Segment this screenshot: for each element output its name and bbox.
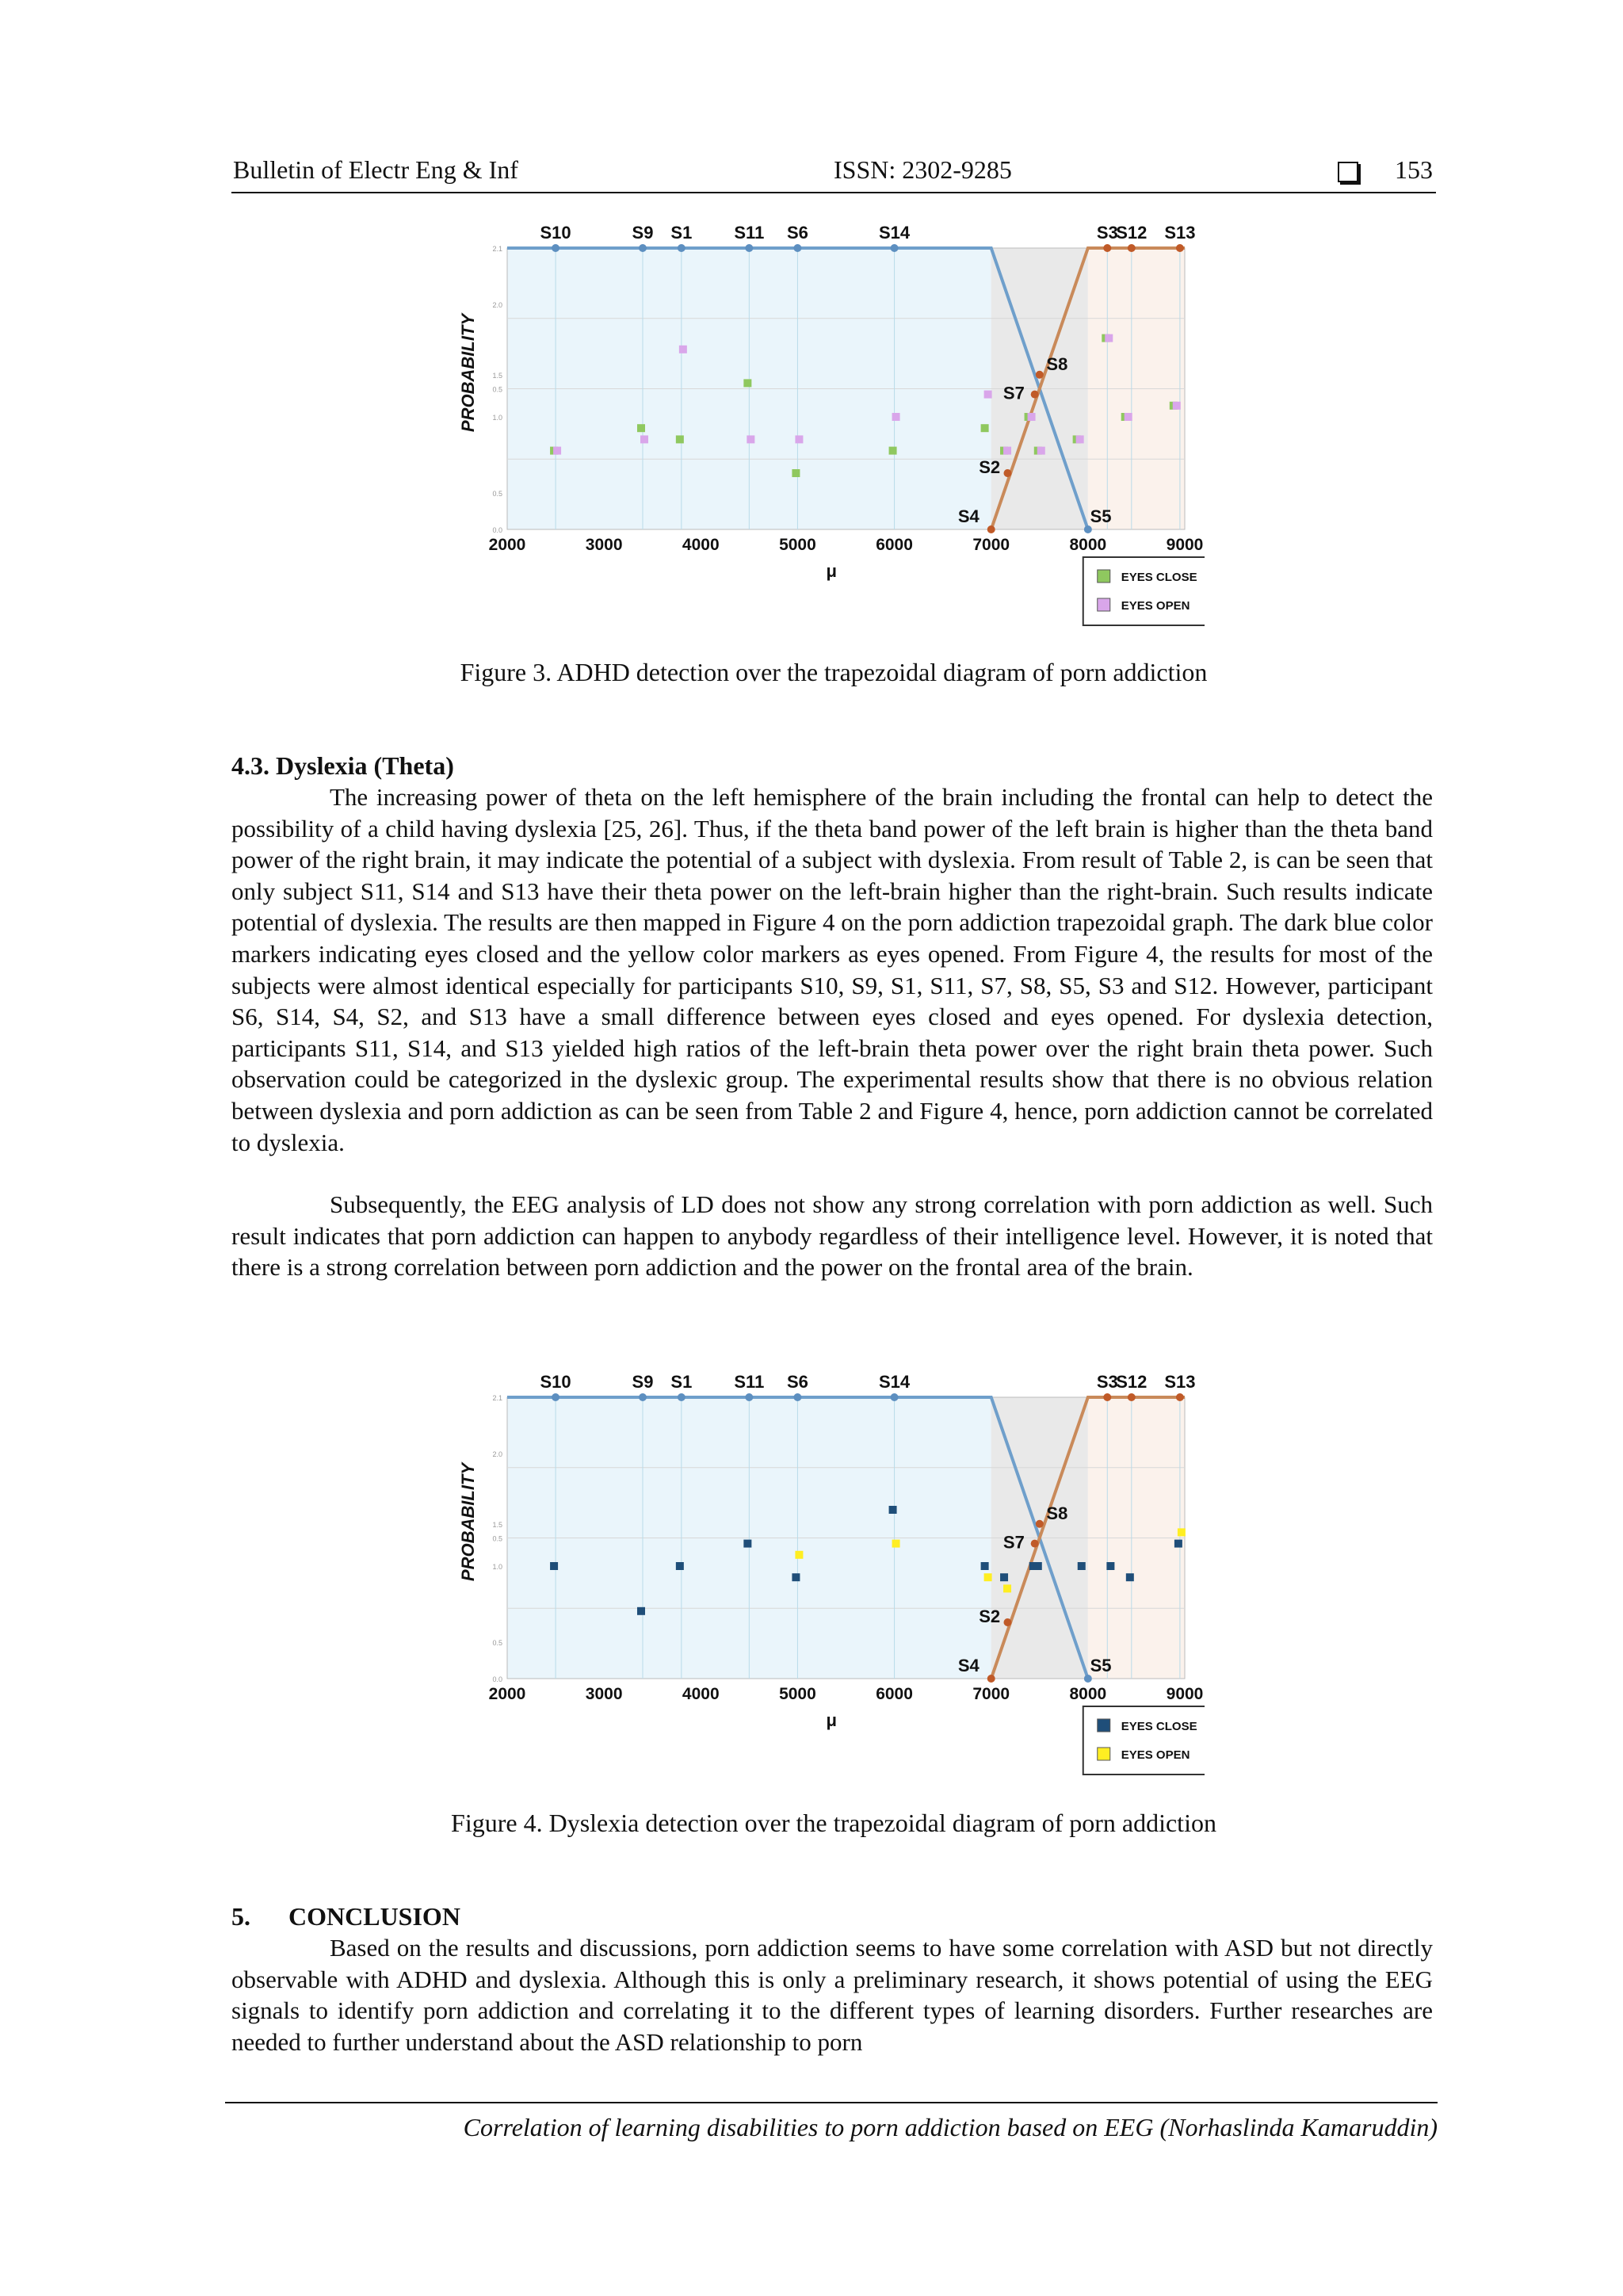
- y-tick-label: 1.0: [492, 414, 502, 422]
- x-tick-label: 2000: [488, 536, 526, 554]
- subject-label: S12: [1116, 1372, 1148, 1392]
- data-marker-eyes-open: [1173, 402, 1181, 410]
- data-marker-eyes-close: [981, 424, 989, 432]
- data-marker-eyes-open: [1028, 413, 1036, 421]
- x-tick-label: 8000: [1069, 536, 1107, 554]
- data-marker-eyes-open: [640, 435, 648, 443]
- data-marker-eyes-open: [679, 346, 687, 353]
- data-marker-eyes-open: [1076, 435, 1084, 443]
- subject-label: S1: [670, 1372, 693, 1392]
- data-marker-eyes-close: [743, 1540, 751, 1548]
- subject-point: [745, 244, 753, 252]
- data-marker-eyes-open: [892, 413, 900, 421]
- data-marker-eyes-open: [1125, 413, 1132, 421]
- data-marker-eyes-close: [1126, 1573, 1134, 1581]
- data-marker-eyes-close: [676, 1562, 684, 1570]
- y-axis-label: PROBABILITY: [458, 1462, 478, 1582]
- legend-box: [1083, 557, 1205, 625]
- subject-point: [793, 1393, 801, 1401]
- page-number: 153: [1395, 155, 1433, 184]
- square-box-icon: [1338, 162, 1358, 182]
- subject-point: [1084, 1675, 1092, 1683]
- subject-point: [987, 1675, 995, 1683]
- subject-label: S1: [670, 223, 693, 243]
- subject-label: S2: [979, 457, 1001, 477]
- data-marker-eyes-close: [889, 1506, 897, 1514]
- data-marker-eyes-close: [743, 379, 751, 387]
- subject-label: S7: [1002, 1532, 1025, 1553]
- x-tick-label: 7000: [972, 536, 1010, 554]
- x-tick-label: 8000: [1069, 1685, 1107, 1703]
- data-marker-eyes-close: [1174, 1540, 1182, 1548]
- legend-swatch: [1098, 598, 1110, 611]
- y-tick-label: 0.5: [492, 489, 502, 498]
- data-marker-eyes-close: [637, 1607, 645, 1615]
- data-marker-eyes-open: [553, 447, 561, 455]
- data-marker-eyes-open: [795, 1551, 803, 1559]
- legend-box: [1083, 1706, 1205, 1775]
- subject-point: [1036, 1520, 1044, 1528]
- x-tick-label: 4000: [682, 536, 720, 554]
- section-5-heading: 5. CONCLUSION: [231, 1902, 460, 1931]
- y-axis-label: PROBABILITY: [458, 313, 478, 433]
- section-4-3-paragraph-2: Subsequently, the EEG analysis of LD does not show any strong correlation with porn addiction as well. Such result indicates that porn addiction can happen to anybody regardless of their intelligence level. However, it is noted that there is a strong correlation between porn addiction and the power on the frontal area of the brain.: [231, 1190, 1433, 1282]
- data-marker-eyes-close: [792, 1573, 800, 1581]
- data-marker-eyes-close: [981, 1562, 989, 1570]
- legend-swatch: [1098, 1748, 1110, 1760]
- subject-point: [639, 1393, 647, 1401]
- data-marker-eyes-close: [1106, 1562, 1114, 1570]
- subject-point: [891, 244, 899, 252]
- subject-label: S8: [1046, 1503, 1068, 1523]
- issn: ISSN: 2302-9285: [834, 155, 1012, 184]
- y-tick-label: 0.5: [492, 1534, 502, 1543]
- subject-point: [745, 1393, 753, 1401]
- subject-point: [552, 244, 559, 252]
- subject-label: S11: [734, 223, 765, 243]
- legend-label: EYES CLOSE: [1121, 1720, 1197, 1733]
- x-tick-label: 9000: [1166, 536, 1204, 554]
- subject-point: [1128, 244, 1136, 252]
- subject-point: [1176, 244, 1184, 252]
- x-tick-label: 5000: [779, 536, 816, 554]
- subject-label: S5: [1090, 1655, 1112, 1675]
- subject-label: S6: [786, 223, 808, 243]
- x-tick-label: 9000: [1166, 1685, 1204, 1703]
- subject-point: [1036, 371, 1044, 379]
- x-tick-label: 4000: [682, 1685, 720, 1703]
- subject-point: [1176, 1393, 1184, 1401]
- x-tick-label: 6000: [876, 1685, 913, 1703]
- legend-label: EYES CLOSE: [1121, 571, 1197, 584]
- subject-label: S6: [786, 1372, 808, 1392]
- subject-label: S4: [957, 506, 980, 526]
- subject-point: [1128, 1393, 1136, 1401]
- header-right: [1338, 155, 1433, 185]
- subject-point: [1003, 1618, 1011, 1626]
- y-tick-label: 0.5: [492, 385, 502, 394]
- legend-swatch: [1098, 570, 1110, 583]
- y-tick-label: 0.0: [492, 1675, 502, 1683]
- subject-label: S5: [1090, 506, 1112, 526]
- y-tick-label: 2.0: [492, 301, 502, 309]
- y-tick-label: 1.0: [492, 1563, 502, 1571]
- figure-4-caption: Figure 4. Dyslexia detection over the trapezoidal diagram of porn addiction: [451, 1809, 1216, 1837]
- y-tick-label: 0.5: [492, 1638, 502, 1647]
- x-tick-label: 7000: [972, 1685, 1010, 1703]
- subject-point: [1103, 1393, 1111, 1401]
- subject-label: S13: [1164, 1372, 1196, 1392]
- data-marker-eyes-open: [795, 435, 803, 443]
- subject-label: S2: [979, 1606, 1001, 1626]
- data-marker-eyes-close: [1078, 1562, 1086, 1570]
- subject-point: [678, 1393, 685, 1401]
- subject-label: S9: [632, 223, 654, 243]
- y-tick-label: 2.0: [492, 1450, 502, 1458]
- data-marker-eyes-close: [889, 447, 897, 455]
- x-axis-label: μ: [826, 1710, 837, 1730]
- y-tick-label: 1.5: [492, 1520, 502, 1529]
- data-marker-eyes-close: [637, 424, 645, 432]
- subject-label: S10: [540, 223, 571, 243]
- subject-point: [891, 1393, 899, 1401]
- legend-label: EYES OPEN: [1121, 599, 1190, 613]
- subject-point: [1084, 525, 1092, 533]
- data-marker-eyes-open: [1178, 1528, 1186, 1536]
- legend-swatch: [1098, 1719, 1110, 1732]
- data-marker-eyes-open: [984, 1573, 992, 1581]
- subject-point: [1031, 391, 1039, 399]
- subject-label: S4: [957, 1655, 980, 1675]
- journal-name: Bulletin of Electr Eng & Inf: [233, 155, 518, 184]
- data-marker-eyes-open: [984, 391, 992, 399]
- subject-label: S3: [1096, 1372, 1118, 1392]
- legend-label: EYES OPEN: [1121, 1748, 1190, 1762]
- subject-point: [678, 244, 685, 252]
- running-footer: Correlation of learning disabilities to porn addiction based on EEG (Norhaslinda Kamaruddin): [225, 2102, 1438, 2142]
- subject-point: [1103, 244, 1111, 252]
- x-tick-label: 6000: [876, 536, 913, 554]
- subject-point: [987, 525, 995, 533]
- figure-3-caption: Figure 3. ADHD detection over the trapezoidal diagram of porn addiction: [460, 658, 1208, 686]
- subject-label: S14: [878, 1372, 911, 1392]
- x-tick-label: 3000: [585, 536, 623, 554]
- data-marker-eyes-close: [1000, 1573, 1008, 1581]
- running-header: [231, 155, 1436, 193]
- figure-4-chart: [444, 1362, 1205, 1790]
- section-5-paragraph-1: Based on the results and discussions, porn addiction seems to have some correlation with ASD but not directly observable with ADHD and dyslexia. Although this is only a preliminary research, it shows potential of using the EEG signals to identify porn addiction and correlating it to the different types of learning disorders. Further researches are needed to further understand about the ASD relationship to porn: [231, 1934, 1433, 2056]
- subject-label: S9: [632, 1372, 654, 1392]
- y-tick-label: 2.1: [492, 1394, 502, 1402]
- subject-label: S12: [1116, 223, 1148, 243]
- data-marker-eyes-close: [792, 469, 800, 477]
- x-tick-label: 2000: [488, 1685, 526, 1703]
- data-marker-eyes-open: [1037, 447, 1045, 455]
- subject-point: [1031, 1540, 1039, 1548]
- section-4-3-paragraph-1: The increasing power of theta on the left hemisphere of the brain including the frontal can help to detect the possibility of a child having dyslexia [25, 26]. Thus, if the theta band power of the left brain is higher than the theta band power of the right brain, it may indicate the potential of a subject with dyslexia. From result of Table 2, is can be seen that only subject S11, S14 and S13 have their theta power on the left-brain higher than the right-brain. Such results indicate potential of dyslexia. The results are then mapped in Figure 4 on the porn addiction trapezoidal graph. The dark blue color markers indicating eyes closed and the yellow color markers as eyes opened. From Figure 4, the results for most of the subjects were almost identical especially for participants S10, S9, S1, S11, S7, S8, S5, S3 and S12. However, participant S6, S14, S4, S2, and S13 have a small difference between eyes closed and eyes opened. For dyslexia detection, participants S11, S14, and S13 yielded high ratios of the left-brain theta power over the right brain theta power. Such observation could be categorized in the dyslexic group. The experimental results show that there is no obvious relation between dyslexia and porn addiction as can be seen from Table 2 and Figure 4, hence, porn addiction cannot be correlated to dyslexia.: [231, 783, 1433, 1156]
- data-marker-eyes-open: [1003, 447, 1011, 455]
- subject-label: S8: [1046, 353, 1068, 374]
- data-marker-eyes-open: [747, 435, 754, 443]
- y-tick-label: 2.1: [492, 245, 502, 253]
- data-marker-eyes-close: [550, 1562, 558, 1570]
- section-4-3-heading: 4.3. Dyslexia (Theta): [231, 751, 454, 780]
- data-marker-eyes-open: [892, 1540, 900, 1548]
- subject-label: S7: [1002, 383, 1025, 403]
- data-marker-eyes-open: [1003, 1584, 1011, 1592]
- x-axis-label: μ: [826, 561, 837, 581]
- subject-label: S11: [734, 1372, 765, 1392]
- x-tick-label: 3000: [585, 1685, 623, 1703]
- data-marker-eyes-close: [676, 435, 684, 443]
- data-marker-eyes-close: [1034, 1562, 1042, 1570]
- subject-point: [793, 244, 801, 252]
- data-marker-eyes-open: [1105, 334, 1113, 342]
- y-tick-label: 1.5: [492, 371, 502, 380]
- y-tick-label: 0.0: [492, 526, 502, 534]
- x-tick-label: 5000: [779, 1685, 816, 1703]
- figure-3-chart: [444, 212, 1205, 640]
- subject-label: S14: [878, 223, 911, 243]
- subject-label: S3: [1096, 223, 1118, 243]
- subject-label: S13: [1164, 223, 1196, 243]
- subject-point: [552, 1393, 559, 1401]
- subject-point: [639, 244, 647, 252]
- subject-label: S10: [540, 1372, 571, 1392]
- subject-point: [1003, 469, 1011, 477]
